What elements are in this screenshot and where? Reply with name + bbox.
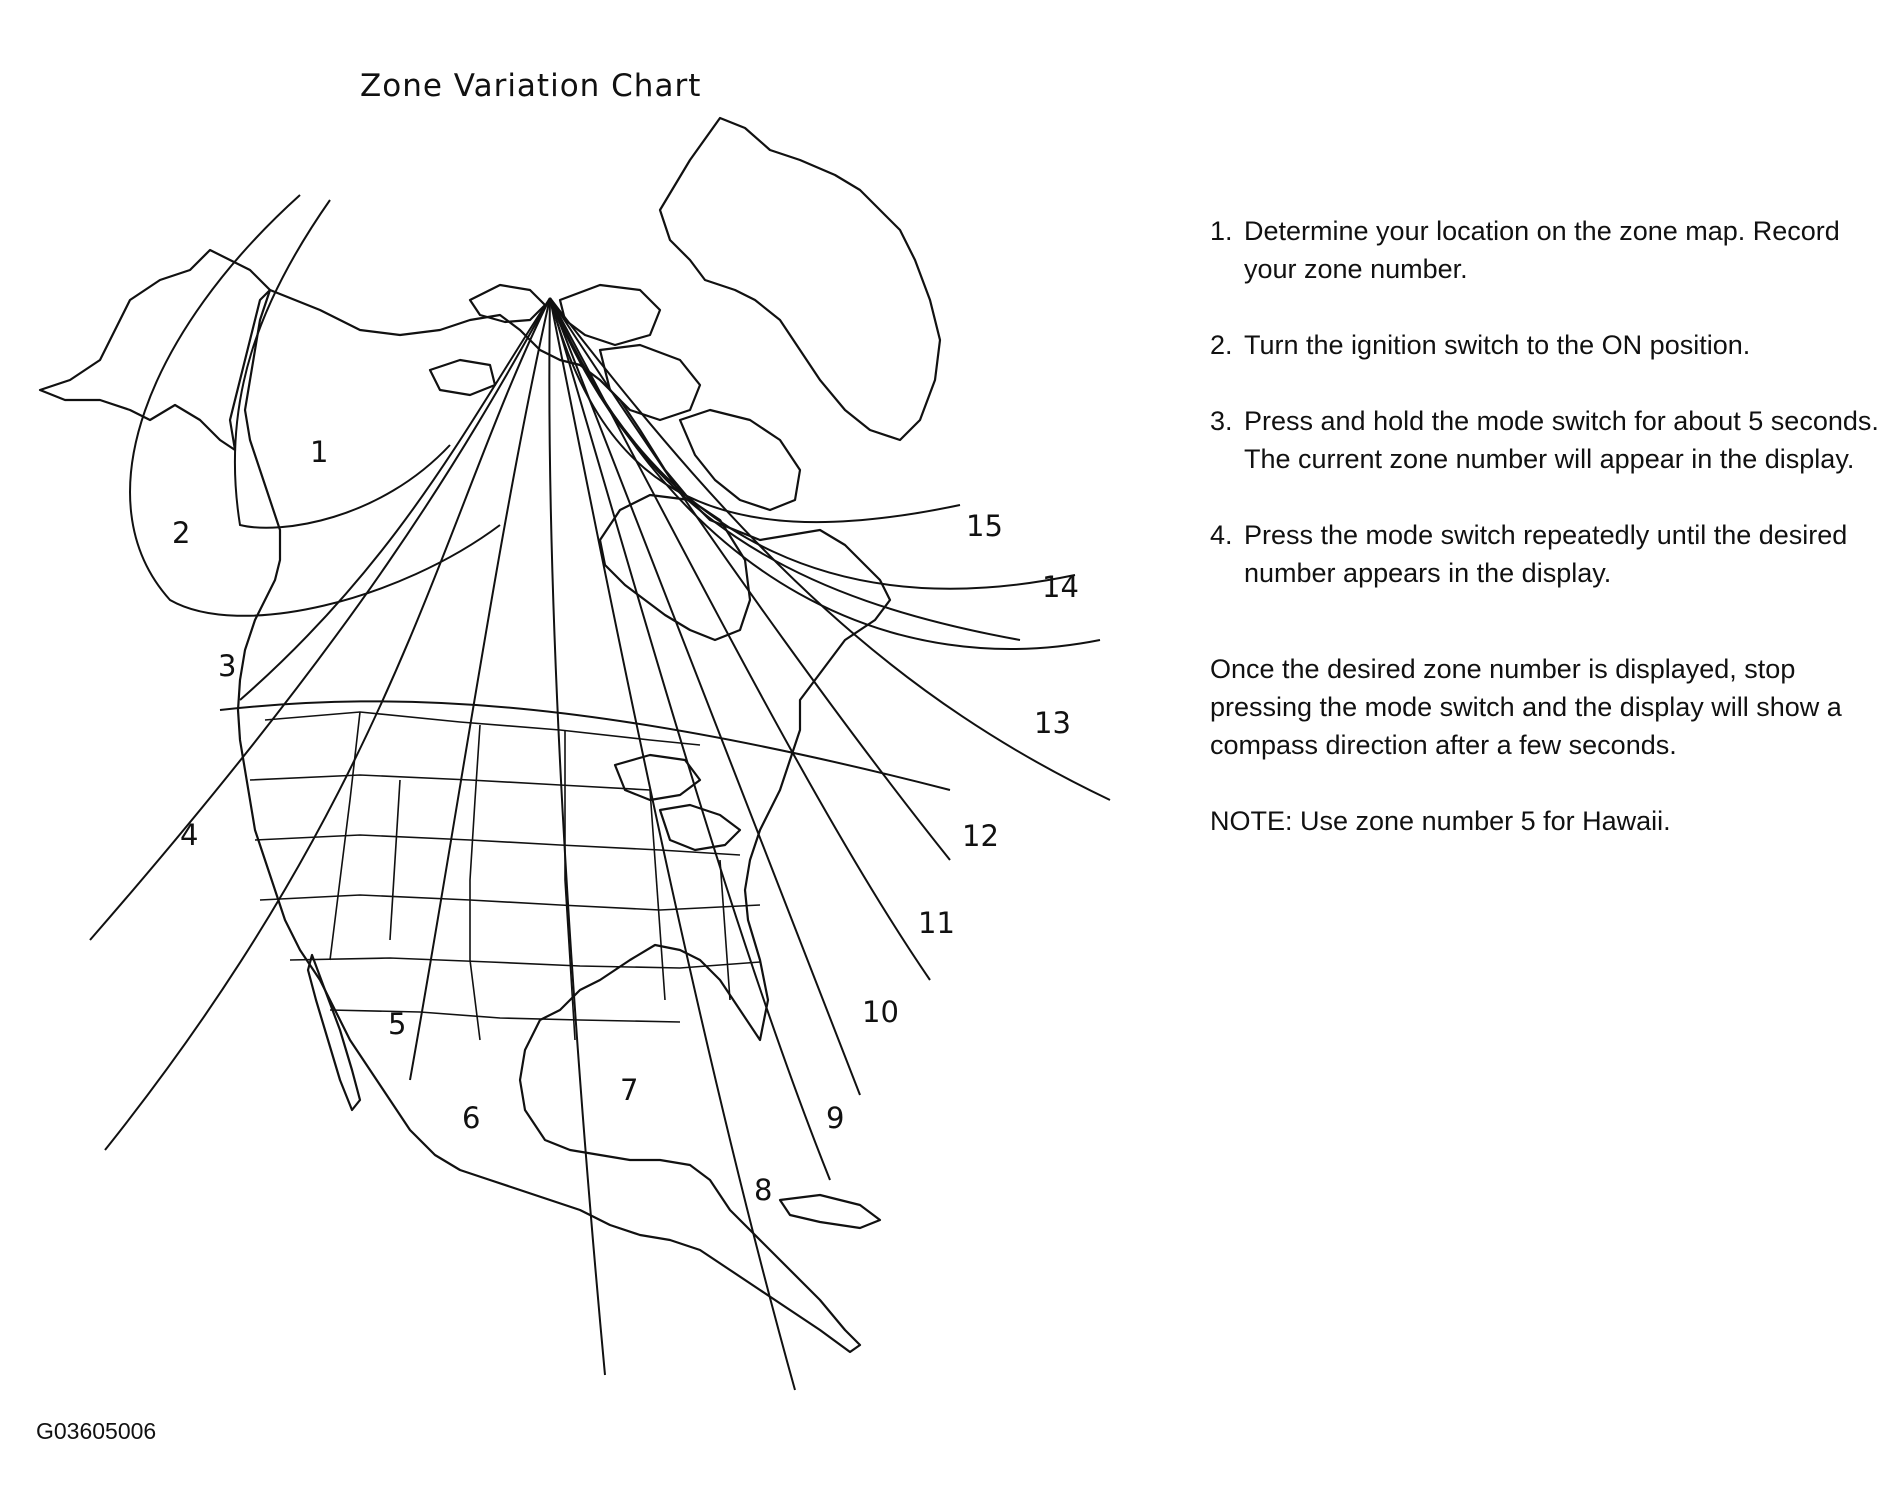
alaska-outline [40, 250, 270, 450]
great-lakes-outline-2 [660, 805, 740, 850]
step-text: Press and hold the mode switch for about 5 seconds. The current zone number will appear in the display. [1244, 406, 1879, 474]
landmass-outlines [40, 118, 940, 1352]
zone-label-1: 1 [310, 435, 329, 469]
chart-title: Zone Variation Chart [360, 68, 702, 104]
zone-label-11: 11 [918, 906, 955, 940]
closing-paragraph: Once the desired zone number is displayed, stop pressing the mode switch and the display will show a compass direction after a few seconds. [1210, 654, 1842, 760]
instruction-step [1210, 212, 1890, 288]
zone-label-8: 8 [754, 1173, 773, 1207]
step-text: Press the mode switch repeatedly until the desired number appears in the display. [1244, 520, 1848, 588]
instruction-step [1210, 516, 1890, 592]
zone-label-4: 4 [180, 818, 199, 852]
zone-label-9: 9 [826, 1101, 845, 1135]
zone-label-2: 2 [172, 516, 191, 550]
greenland-outline [660, 118, 940, 440]
zone-dividing-lines [90, 195, 1110, 1390]
step-number: 4. [1210, 520, 1233, 550]
instruction-step [1210, 402, 1890, 478]
instructions-panel [1210, 212, 1890, 840]
step-text: Determine your location on the zone map. Record your zone number. [1244, 216, 1840, 284]
zone-label-13: 13 [1034, 706, 1071, 740]
arctic-island-1 [470, 285, 545, 322]
zone-label-5: 5 [388, 1007, 407, 1041]
baja-california-outline [308, 955, 360, 1110]
figure-id: G03605006 [36, 1418, 157, 1444]
zone-label-6: 6 [462, 1101, 481, 1135]
zone-label-3: 3 [218, 649, 237, 683]
step-number: 2. [1210, 330, 1233, 360]
zone-label-7: 7 [620, 1073, 639, 1107]
zone-labels [172, 435, 1079, 1207]
cuba-outline [780, 1195, 880, 1228]
zone-label-14: 14 [1042, 570, 1079, 604]
step-text: Turn the ignition switch to the ON position. [1244, 330, 1751, 360]
zone-label-10: 10 [862, 995, 899, 1029]
hawaii-note: NOTE: Use zone number 5 for Hawaii. [1210, 806, 1671, 836]
step-number: 1. [1210, 216, 1233, 246]
instruction-step [1210, 326, 1890, 364]
baffin-island-outline [680, 410, 800, 510]
zone-label-12: 12 [962, 819, 999, 853]
step-number: 3. [1210, 406, 1233, 436]
arctic-island-4 [430, 360, 495, 395]
zone-label-15: 15 [966, 509, 1003, 543]
